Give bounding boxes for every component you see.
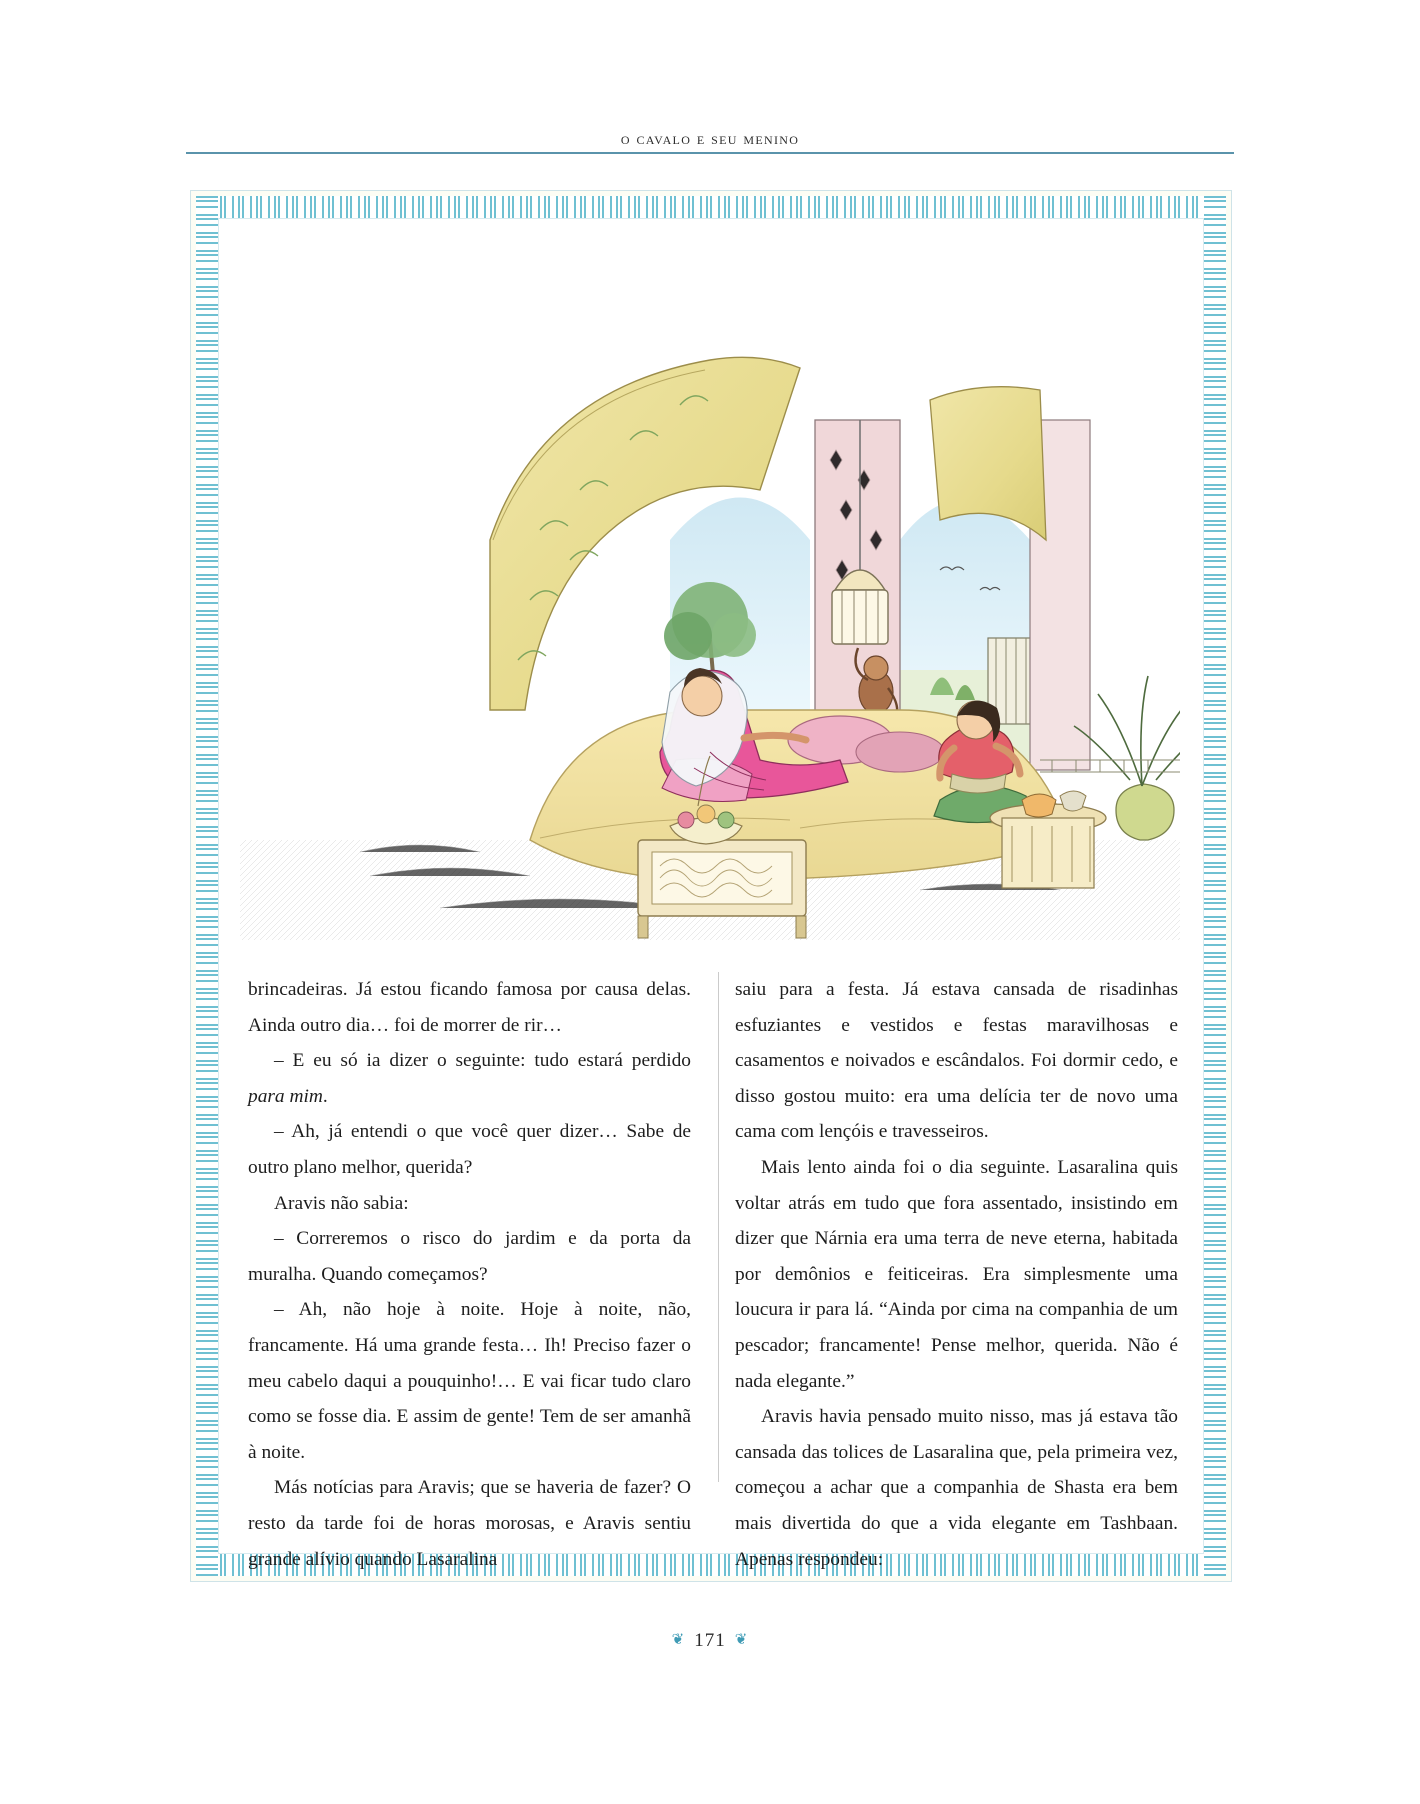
emphasis: para mim bbox=[248, 1085, 323, 1107]
paragraph: – Ah, não hoje à noite. Hoje à noite, não, francamente. Há uma grande festa… Ih! Preciso fazer o meu cabelo daqui a pouquinho!… E vai ficar tudo claro como se fosse dia. E assim de gente! Tem de ser amanhã à noite. bbox=[248, 1299, 691, 1463]
page-folio bbox=[0, 1630, 1420, 1652]
chapter-illustration bbox=[240, 240, 1180, 940]
paragraph: – Correremos o risco do jardim e da porta da muralha. Quando começamos? bbox=[248, 1228, 691, 1285]
running-head: o cavalo e seu menino bbox=[620, 128, 800, 148]
greek-key-border-top bbox=[196, 196, 1226, 218]
paragraph: Aravis não sabia: bbox=[274, 1192, 409, 1214]
paragraph: Mais lento ainda foi o dia seguinte. Lasaralina quis voltar atrás em tudo que fora assentado, insistindo em dizer que Nárnia era uma terra de neve eterna, habitada por demônios e feiticeiras. Era simplesmente uma loucura ir para lá. “Ainda por cima na companhia de um pescador; francamente! Pense melhor, querida. Não é nada elegante.” bbox=[735, 1156, 1178, 1392]
column-right bbox=[735, 972, 1178, 1570]
page-number: 171 bbox=[694, 1630, 726, 1651]
header-rule bbox=[186, 152, 1234, 154]
paragraph: brincadeiras. Já estou ficando famosa por causa delas. Ainda outro dia… foi de morrer de rir… bbox=[248, 979, 691, 1036]
paragraph: – E eu só ia dizer o seguinte: tudo estará perdido para mim. bbox=[248, 1050, 691, 1107]
folio-ornament-left: ❦ bbox=[671, 1632, 686, 1648]
running-head-container bbox=[186, 128, 1234, 149]
paragraph: – Ah, já entendi o que você quer dizer… Sabe de outro plano melhor, querida? bbox=[248, 1121, 691, 1178]
paragraph: Aravis havia pensado muito nisso, mas já estava tão cansada das tolices de Lasaralina que, pela primeira vez, começou a achar que a companhia de Shasta era bem mais divertida do que a vida elegante em Tashbaan. Apenas respondeu: bbox=[735, 1406, 1178, 1570]
greek-key-border-left bbox=[196, 196, 218, 1576]
folio-ornament-right: ❦ bbox=[734, 1632, 749, 1648]
body-text bbox=[248, 972, 1178, 1570]
greek-key-border-right bbox=[1204, 196, 1226, 1576]
paragraph: saiu para a festa. Já estava cansada de risadinhas esfuziantes e vestidos e festas maravilhosas e casamentos e noivados e escândalos. Foi dormir cedo, e disso gostou muito: era uma delícia ter de novo uma cama com lençóis e travesseiros. bbox=[735, 979, 1178, 1143]
paragraph: Más notícias para Aravis; que se haveria de fazer? O resto da tarde foi de horas morosas, e Aravis sentiu grande alívio quando Lasaralina bbox=[248, 1477, 691, 1570]
column-left bbox=[248, 972, 691, 1570]
